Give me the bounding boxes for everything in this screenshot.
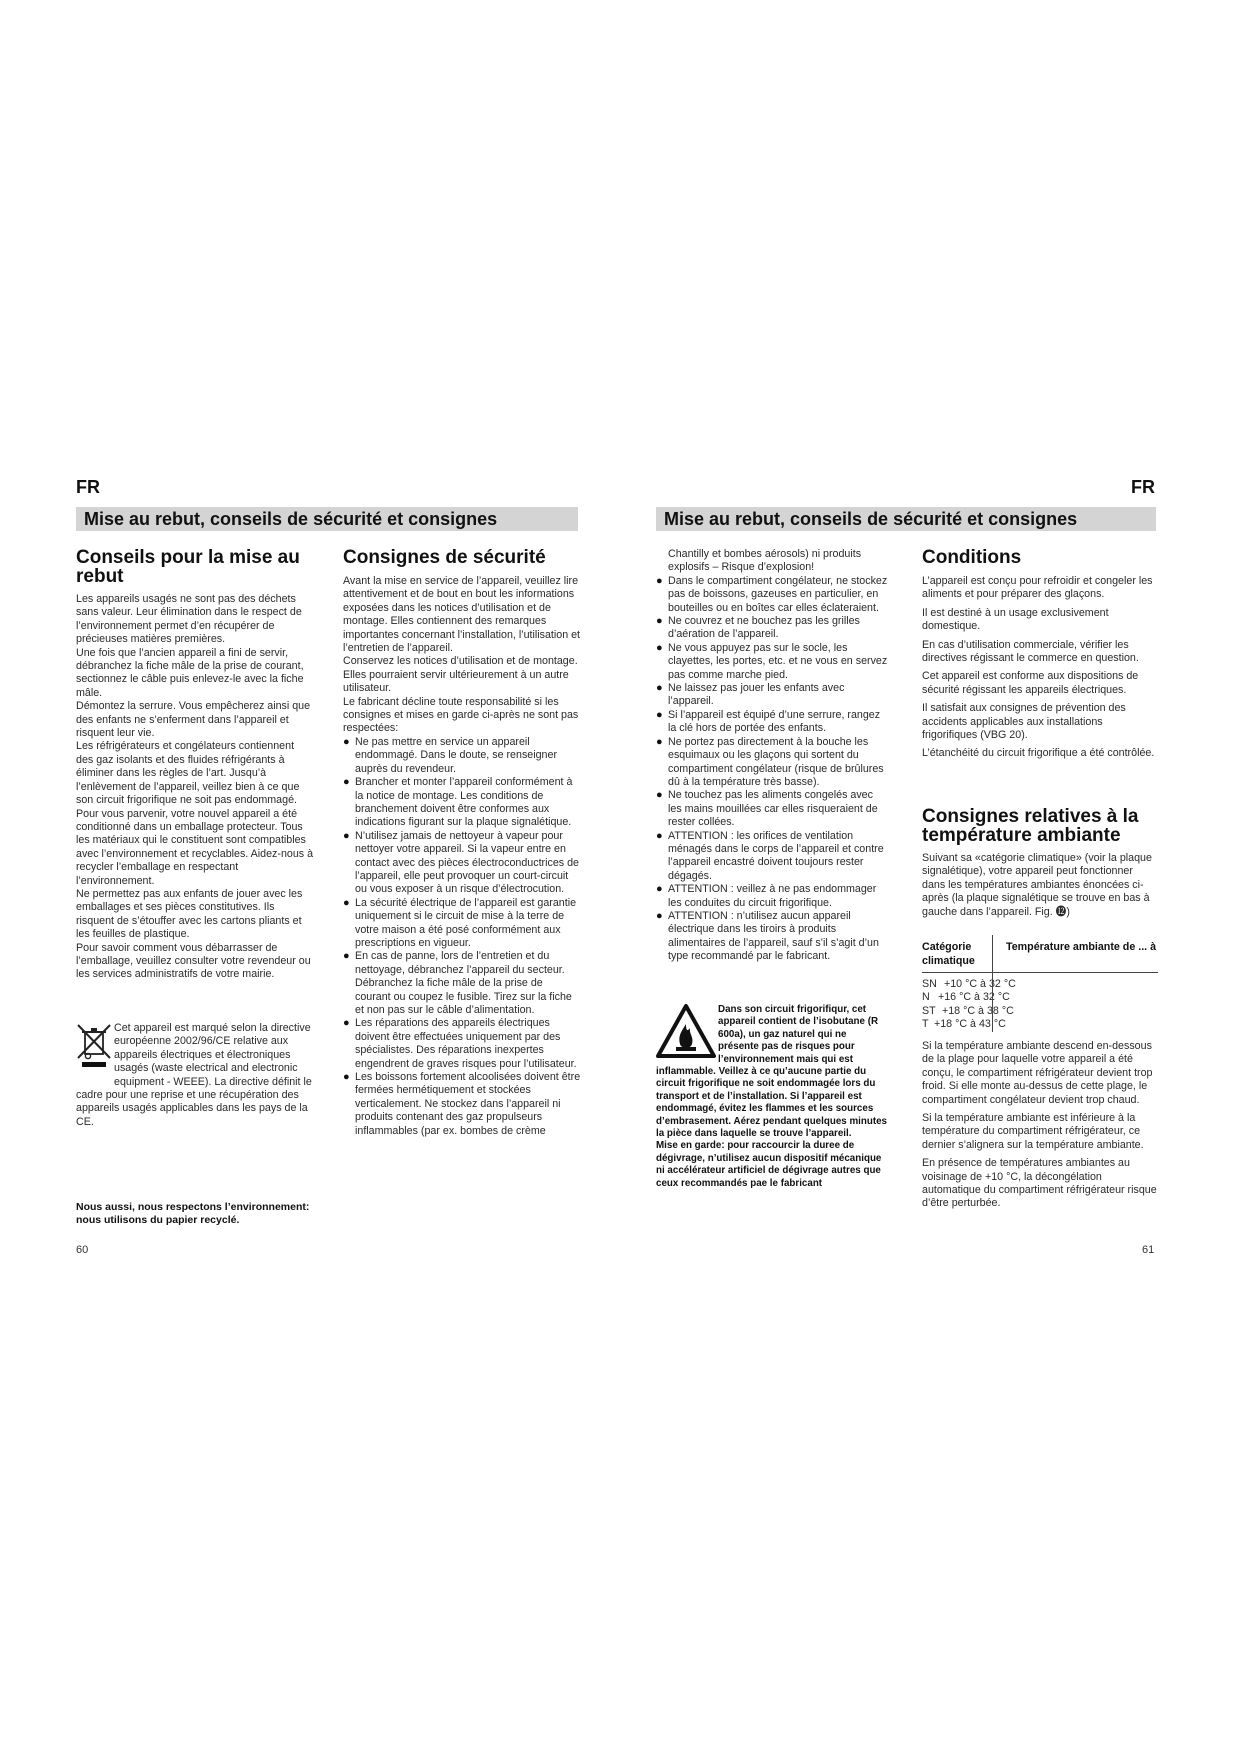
paragraph: Chantilly et bombes aérosols) ni produits explosifs – Risque d’explosion! [668,548,862,574]
list-item: ● N’utilisez jamais de nettoyeur à vapeur pour nettoyer votre appareil. Si la vapeur entre en contact avec des pièces électroconductrices de l’appareil, elle peut provoquer un court-circuit ou vous exposer à un risque d’électrocution. [343,830,581,897]
warning-body: l’environnement mais qui est inflammable. Veillez à ce qu’aucune partie du circuit frigorifique ne soit endommagée lors du transport et de l’installation. Si l’appareil est endommagé, évitez les flammes et les sources d’embrasement. Aérez pendant quelques minutes la pièce dans laquelle se trouve l’appareil. [656,1053,888,1140]
list-item: ● ATTENTION : n’utilisez aucun appareil électrique dans les tiroirs à produits alimentaires de l’appareil, sauf s’il s’agit d’un type recommandé par le fabricant. [656,910,888,964]
paragraph: Ne permettez pas aux enfants de jouer avec les emballages et ses pièces constitutives. Ils risquent de s’étouffer avec les cartons pliants et les feuilles de plastique. [76,887,303,941]
table-cell: +16 °C à 32 °C [938,991,1010,1004]
table-divider [992,935,993,1032]
paragraph: En cas d’utilisation commerciale, vérifier les directives régissant le commerce en question. [922,638,1139,665]
table-row [922,1005,1158,1018]
paragraph: En présence de températures ambiantes au voisinage de +10 °C, la décongélation automatique du compartiment réfrigérateur risque d’être perturbée. [922,1157,1157,1210]
table-cell: +10 °C à 32 °C [944,978,1016,990]
page-number-right: 61 [1142,1244,1155,1256]
weee-description: Cet appareil est marqué selon la directive européenne 2002/96/CE relative aux appareils électriques et électroniques usagés (waste electrical and electronic equipment - WEEE). La directive définit le cadre pour une reprise et une récupération des appareils usagés applicables dans les pays de la CE. [76,1022,312,1128]
safety-bullets [343,736,581,1138]
list-item: ● Les réparations des appareils électriques doivent être effectuées uniquement par des spécialistes. Des réparations inexpertes engendrent de graves risques pour l’utilisateur. [343,1017,581,1071]
list-item: ● Ne portez pas directement à la bouche les esquimaux ou les glaçons qui sortent du compartiment congélateur (risque de brûlures dû à la température très basse). [656,736,888,790]
page-number-left: 60 [76,1244,89,1256]
safety-text-continued [656,548,888,964]
section-band-right: Mise au rebut, conseils de sécurité et consignes [656,507,1156,531]
paragraph: Une fois que l’ancien appareil a fini de servir, débranchez la fiche mâle de la prise de courant, sectionnez le câble puis enlevez-le avec la fiche mâle. [76,646,304,699]
paragraph: Pour vous parvenir, votre nouvel appareil a été conditionné dans un emballage protecteur. Tous les matériaux qui le constituent sont compatibles avec l’environnement et recyclables. Aidez-nous à recycler l’emballage en respectant l’environnement. [76,807,314,887]
list-item: ● Ne touchez pas les aliments congelés avec les mains mouillées car elles risqueraient de rester collées. [656,789,888,829]
paragraph: Les réfrigérateurs et congélateurs contiennent des gaz isolants et des fluides réfrigérants à éliminer dans les règles de l’art. Jusqu’à l’enlèvement de l’appareil, veillez bien à ce que son circuit frigorifique ne soit pas endommagé. [76,740,300,807]
language-label-right: FR [1131,477,1155,497]
warning-head: Dans son circuit frigorifiqur, cet appareil contient de l’isobutane (R 600a), un gaz naturel qui ne présente pas de risques pour [718,1004,879,1053]
list-item: ● Ne pas mettre en service un appareil endommagé. Dans le doute, se renseigner auprès du revendeur. [343,736,581,776]
isobutane-warning [656,1004,888,1190]
table-header-category: Catégorie climatique [922,941,975,967]
table-cell: N [922,991,930,1004]
paragraph: Il satisfait aux consignes de prévention des accidents applicables aux installations frigorifiques (VBG 20). [922,702,1126,742]
paragraph: Avant la mise en service de l’appareil, veuillez lire attentivement et de bout en bout les informations exposées dans les notices d’utilisation et de montage. Elles contiennent des remarques importantes concernant l’installation, l’utilisation et l’entretien de l’appareil. [343,575,581,655]
list-item: ● En cas de panne, lors de l’entretien et du nettoyage, débranchez l’appareil du secteur. Débranchez la fiche mâle de la prise de courant ou coupez le fusible. Tirez sur la fiche et non pas sur le câble d’alimentation. [343,950,581,1017]
language-label-left: FR [76,477,100,497]
safety-text [343,575,581,1138]
weee-text [76,1022,314,1129]
heading-ambient-temperature: Consignes relatives à la température ambiante [922,806,1139,846]
ambient-notes [922,1040,1158,1216]
paragraph: Cet appareil est conforme aux dispositions de sécurité régissant les appareils électriques. [922,670,1139,696]
table-cell: T [922,1018,929,1031]
list-item: ● Ne vous appuyez pas sur le socle, les clayettes, les portes, etc. et ne vous en servez pas comme marche pied. [656,642,888,682]
list-item: ● ATTENTION : veillez à ne pas endommager les conduites du circuit frigorifique. [656,883,888,910]
table-cell: +18 °C à 38 °C [942,1004,1014,1017]
heading-conditions: Conditions [922,547,1022,568]
list-item: ● Les boissons fortement alcoolisées doivent être fermées hermétiquement et stockées verticalement. Ne stockez dans l’appareil ni produits contenant des gaz propulseurs inflammables (par ex. bombes de crème [343,1071,581,1138]
table-header-temperature: Température ambiante de ... à [1006,941,1157,953]
paragraph: Si la température ambiante descend en-dessous de la plage pour laquelle votre appareil a été conçu, le compartiment réfrigérateur devient trop froid. Si elle monte au-dessus de cette plage, le compartiment congélateur devient trop chaud. [922,1040,1153,1106]
heading-disposal: Conseils pour la mise au rebut [76,547,300,587]
table-cell: ST [922,1004,936,1017]
safety-bullets-continued [656,575,888,964]
paragraph: Conservez les notices d’utilisation et de montage. Elles pourraient servir ultérieurement à un autre utilisateur. [343,655,578,695]
paragraph: Il est destiné à un usage exclusivement domestique. [922,606,1109,633]
list-item: ● Ne laissez pas jouer les enfants avec l’appareil. [656,682,888,709]
table-cell: +18 °C à 43 °C [934,1018,1006,1031]
list-item: ● La sécurité électrique de l’appareil est garantie uniquement si le circuit de mise à la terre de votre maison a été posé conformément aux prescriptions en vigueur. [343,897,581,951]
table-row [922,991,1158,1004]
conditions-text [922,575,1158,766]
ambient-intro: Suivant sa «catégorie climatique» (voir la plaque signalétique), votre appareil peut fonctionner dans les températures ambiantes énoncées ci-après (la plaque signalétique se trouve en bas à gauche dans l’appareil. Fig. ⓬) [922,852,1152,918]
list-item: ● Ne couvrez et ne bouchez pas les grilles d’aération de l’appareil. [656,615,888,642]
table-row [922,1018,1158,1031]
defrost-warning: Mise en garde: pour raccourcir la duree de dégivrage, n’utilisez aucun dispositif mécanique ni accélérateur artificiel de dégivrage autres que ceux recommandés pae le fabricant [656,1140,882,1189]
paragraph: Le fabricant décline toute responsabilité si les consignes et mises en garde ci-après ne sont pas respectées: [343,695,579,735]
recycled-paper-note: Nous aussi, nous respectons l’environnement: nous utilisons du papier recyclé. [76,1201,310,1226]
paragraph: L’appareil est conçu pour refroidir et congeler les aliments et pour préparer des glaçons. [922,575,1153,601]
paragraph: Si la température ambiante est inférieure à la température du compartiment réfrigérateur, ce dernier s’alignera sur la température ambiante. [922,1112,1144,1151]
paragraph: Démontez la serrure. Vous empêcherez ainsi que des enfants ne s’enferment dans l’appareil et risquent leur vie. [76,700,311,740]
heading-safety: Consignes de sécurité [343,547,546,568]
section-band-left: Mise au rebut, conseils de sécurité et consignes [76,507,578,531]
list-item: ● Dans le compartiment congélateur, ne stockez pas de boissons, gazeuses en particulier, en bouteilles ou en boîtes car elles éclateraient. [656,575,888,615]
list-item: ● Brancher et monter l’appareil conformément à la notice de montage. Les conditions de branchement doivent être conformes aux indications figurant sur la plaque signalétique. [343,776,581,830]
table-row [922,978,1158,991]
list-item: ● ATTENTION : les orifices de ventilation ménagés dans le corps de l’appareil et contre l’appareil encastré doivent toujours rester dégagés. [656,830,888,884]
climate-table [922,940,1158,1032]
table-cell: SN [922,978,937,990]
disposal-text [76,593,314,982]
paragraph: Pour savoir comment vous débarrasser de l’emballage, veuillez consulter votre revendeur ou les services administratifs de votre mairie. [76,941,311,981]
list-item: ● Si l’appareil est équipé d’une serrure, rangez la clé hors de portée des enfants. [656,709,888,736]
paragraph: Les appareils usagés ne sont pas des déchets sans valeur. Leur élimination dans le respect de l’environnement permet d’en récupérer de précieuses matières premières. [76,593,302,646]
paragraph: L’étanchéité du circuit frigorifique a été contrôlée. [922,747,1155,760]
